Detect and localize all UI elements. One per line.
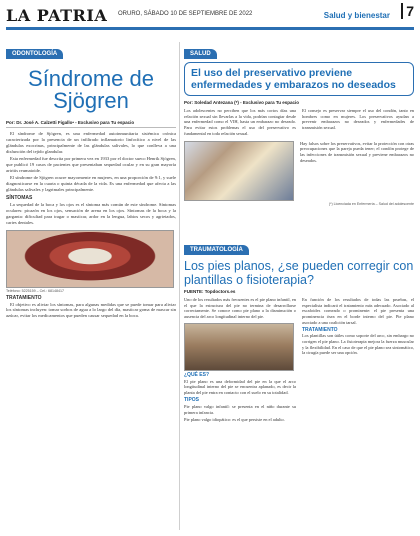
article-columns [184, 108, 414, 137]
photo-row [184, 137, 414, 201]
paragraph: El síndrome de Sjögren, es una enfermedad autoinmunitaria sistémica crónica caracterizada por la presencia de un infiltrado inflamatorio linfocítico a nivel de las glándulas exocrinas, principalmente de las glándulas salivales, lo que conlleva a una disfunción del tejido glandular. [6, 131, 176, 154]
list-item: Pie plano valgo infantil: se presenta en el niño durante su primera infancia. [184, 404, 296, 416]
paragraph: Esta enfermedad fue descrita por primera vez en 1933 por el doctor sueco Henrik Sjögren, que publicó 19 casos de pacientes que presentaban sequedad ocular y en su gran mayoría artritis reumatoide. [6, 156, 176, 173]
article-columns-2 [300, 141, 414, 201]
text-column: Hay falsos sobre los preservativos, evitar la protección con otras preocupaciones que la pareja pueda tener; el condón protege de las infecciones de transmisión sexual y previene embarazos no deseados. [300, 140, 414, 163]
headline-box [184, 62, 414, 96]
subhead-que-es: ¿QUÉ ES? [184, 371, 210, 378]
list-item: Pie plano valgo idiopático: es el que persiste en el adulto. [184, 416, 285, 422]
author-signature: (*) Licenciada en Enfermería – Salud del adolescente [328, 201, 414, 206]
article-preservativo [184, 42, 414, 232]
newspaper-logo: LA PATRIA [6, 6, 108, 25]
subhead-tipos: TIPOS [184, 396, 200, 403]
subhead-tratamiento: TRATAMIENTO [6, 294, 42, 301]
article-headline: El uso del preservativo previene enfermedades y embarazos no deseados [191, 67, 396, 91]
text-column: El consejo es preservar siempre el uso del condón, tanto en hombres como en mujeres. Los preservativos ayudan a prevenir embarazos no deseados y enfermedades de transmisión sexual. [302, 108, 414, 131]
paragraph: La sequedad de la boca y los ojos es el síntoma más común de este síndrome. Síntomas oculares: picazón en los ojos, sensación de arena en los ojos. Síntomas de la boca y la garganta: dificultad para tragar o masticar, ardor en la lengua, labios secos y agrietados, caries dentales. [6, 201, 176, 225]
article-author: Por: Dr. José A. Calzetti Figallo• - Exclusivo para Tu espacio [6, 120, 176, 128]
article-source: FUENTE: Topdoctors.es [184, 289, 236, 294]
paragraph: Los plantillas son útiles como soporte del arco, sin embargo no corrigen el pie plano. La fisioterapia mejora la fuerza muscular y la flexibilidad. En el caso de que el pie plano sea sintomático, la cirugía puede ser una opción. [302, 333, 414, 356]
section-title: Salud y bienestar [323, 11, 390, 20]
paragraph: El síndrome de Sjögren ocurre mayormente en mujeres, en una proporción de 9:1, y suele diagnosticarse en la cuarta o quinta década de la vida. Es una enfermedad que afecta a las glándulas salivales y lagrimales principalmente. [6, 175, 176, 193]
page-number: 7 [401, 3, 414, 19]
article-byline: Por: Soledad Antezana (*) - Exclusivo para Tu espacio [184, 100, 300, 105]
section-tag-traumatologia: TRAUMATOLOGÍA [184, 245, 249, 255]
paragraph: Uno de los resultados más frecuentes es el pie plano infantil, en el que la estructura del pie no termina de desarrollarse correctamente. Se conoce como pie plano a la disminución o ausencia del arco longitudinal interno del pie. [184, 297, 296, 320]
masthead [0, 0, 420, 40]
article-body [6, 131, 176, 226]
article-headline: Los pies planos, ¿se pueden corregir con plantillas o fisioterapia? [184, 259, 414, 287]
paragraph: El objetivo es aliviar los síntomas, para algunas medidas que se puede tomar para aliviar los síntomas incluyen: tomar sorbos de agua a lo largo del día, masticar goma de mascar sin azúcar, evitar los medicamentos que pueden causar sequedad en la boca. [6, 301, 176, 319]
photo-caption: Teléfono: 5225159 – Cel.: 68148417 [6, 288, 64, 293]
masthead-rule [6, 27, 414, 30]
article-sjogren [6, 42, 176, 530]
article-body-continued [6, 296, 176, 320]
article-title: Síndrome de Sjögren [28, 66, 154, 113]
article-columns [184, 297, 414, 422]
dateline: ORURO, SÁBADO 10 DE SEPTIEMBRE DE 2022 [118, 11, 253, 17]
text-column-left [184, 297, 296, 422]
text-column-right [302, 297, 414, 422]
text-column: Los adolescentes no perciben que los más cortos días una relación sexual sin llevarlas a la vida, podrían contagiar desde una enfermedad como el VIH, hasta un embarazo no deseado. Para evitar estos problemas el uso del preservativo es fundamental en toda relación sexual. [184, 108, 296, 136]
section-tag-salud: SALUD [184, 49, 217, 59]
feet-photo [184, 323, 294, 371]
article-pies-planos [184, 238, 414, 530]
section-tag-odontologia: ODONTOLOGÍA [6, 49, 63, 59]
column-divider [179, 42, 180, 530]
paragraph: En función de los resultados de todas las pruebas, el especialista indicará el tratamiento más adecuado. Asociado al escafoides corneado o prominente: el pie presenta una prominencia ósea en el borde interno del pie. Pie plano asociado a una coalición tarsal. [302, 297, 414, 325]
subhead-sintomas: SÍNTOMAS [6, 195, 33, 202]
paragraph: El pie plano es una deformidad del pie en la que el arco longitudinal interno del pie se encuentra aplanado, es decir la planta del pie entra en contacto con el suelo en su totalidad. [184, 378, 296, 395]
mouth-photo [6, 230, 174, 288]
subhead-tratamiento: TRATAMIENTO [302, 326, 338, 333]
condom-photo [184, 141, 294, 201]
